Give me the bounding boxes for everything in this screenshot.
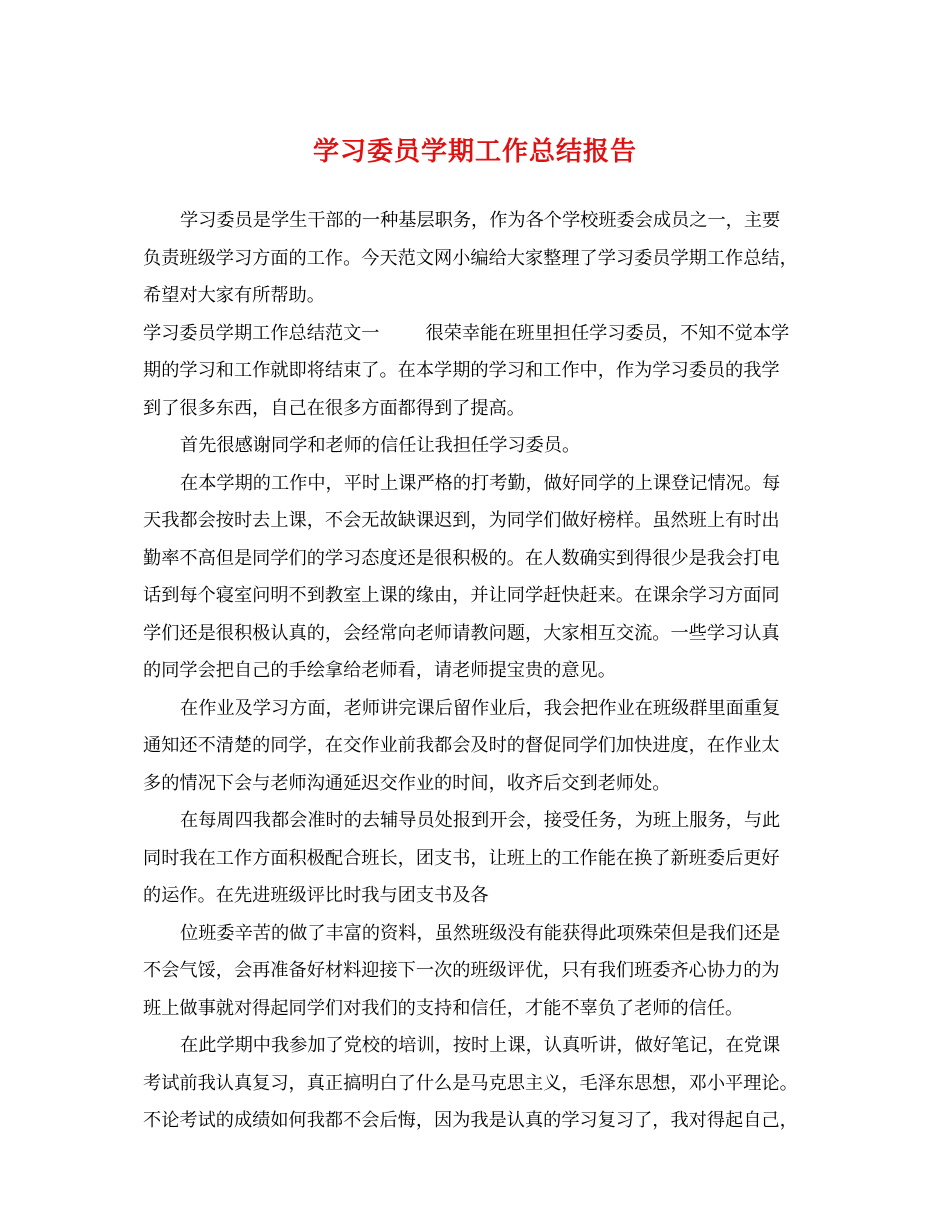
text-line: 不论考试的成绩如何我都不会后悔，因为我是认真的学习复习了，我对得起自己， <box>143 1110 798 1131</box>
text-line: 多的情况下会与老师沟通延迟交作业的时间，收齐后交到老师处。 <box>143 772 671 794</box>
text-line: 在此学期中我参加了党校的培训，按时上课，认真听讲，做好笔记，在党课 <box>180 1035 781 1056</box>
text-line: 天我都会按时去上课，不会无故缺课迟到，为同学们做好榜样。虽然班上有时出 <box>143 510 780 531</box>
text-line: 同时我在工作方面积极配合班长，团支书，让班上的工作能在换了新班委后更好 <box>143 847 780 869</box>
text-line: 学习委员是学生干部的一种基层职务，作为各个学校班委会成员之一，主要 <box>180 210 781 231</box>
text-line: 话到每个寝室问明不到教室上课的缘由，并让同学赶快赶来。在课余学习方面同 <box>143 585 780 606</box>
text-line: 考试前我认真复习，真正搞明白了什么是马克思主义，毛泽东思想，邓小平理论。 <box>143 1072 798 1094</box>
text-line: 希望对大家有所帮助。 <box>143 285 325 306</box>
text-line: 在作业及学习方面，老师讲完课后留作业后，我会把作业在班级群里面重复 <box>180 697 781 719</box>
text-line: 在每周四我都会准时的去辅导员处报到开会，接受任务，为班上服务，与此 <box>180 810 781 831</box>
text-line: 的同学会把自己的手绘拿给老师看，请老师提宝贵的意见。 <box>143 660 616 681</box>
text-line: 的运作。在先进班级评比时我与团支书及各 <box>143 885 489 906</box>
text-line: 班上做事就对得起同学们对我们的支持和信任，才能不辜负了老师的信任。 <box>143 997 744 1019</box>
section-heading-line <box>143 315 803 353</box>
text-line: 勤率不高但是同学们的学习态度还是很积极的。在人数确实到得很少是我会打电 <box>143 547 780 569</box>
text-line: 首先很感谢同学和老师的信任让我担任学习委员。 <box>180 435 581 456</box>
text-line: 学们还是很积极认真的，会经常向老师请教问题，大家相互交流。一些学习认真 <box>143 622 780 644</box>
text-line: 在本学期的工作中，平时上课严格的打考勤，做好同学的上课登记情况。每 <box>180 472 781 494</box>
section-heading: 学习委员学期工作总结范文一 <box>143 322 380 344</box>
text-line: 负责班级学习方面的工作。今天范文网小编给大家整理了学习委员学期工作总结， <box>143 247 798 269</box>
text-line: 位班委辛苦的做了丰富的资料，虽然班级没有能获得此项殊荣但是我们还是 <box>180 922 781 944</box>
document-body <box>143 202 803 1140</box>
text-line: 不会气馁，会再准备好材料迎接下一次的班级评优，只有我们班委齐心协力的为 <box>143 960 780 981</box>
text-line: 通知还不清楚的同学，在交作业前我都会及时的督促同学们加快进度，在作业太 <box>143 735 780 756</box>
text-line: 期的学习和工作就即将结束了。在本学期的学习和工作中，作为学习委员的我学 <box>143 360 780 381</box>
text-segment: 很荣幸能在班里担任学习委员，不知不觉本学 <box>425 322 790 344</box>
text-line: 到了很多东西，自己在很多方面都得到了提高。 <box>143 397 525 419</box>
document-title: 学习委员学期工作总结报告 <box>312 137 637 167</box>
